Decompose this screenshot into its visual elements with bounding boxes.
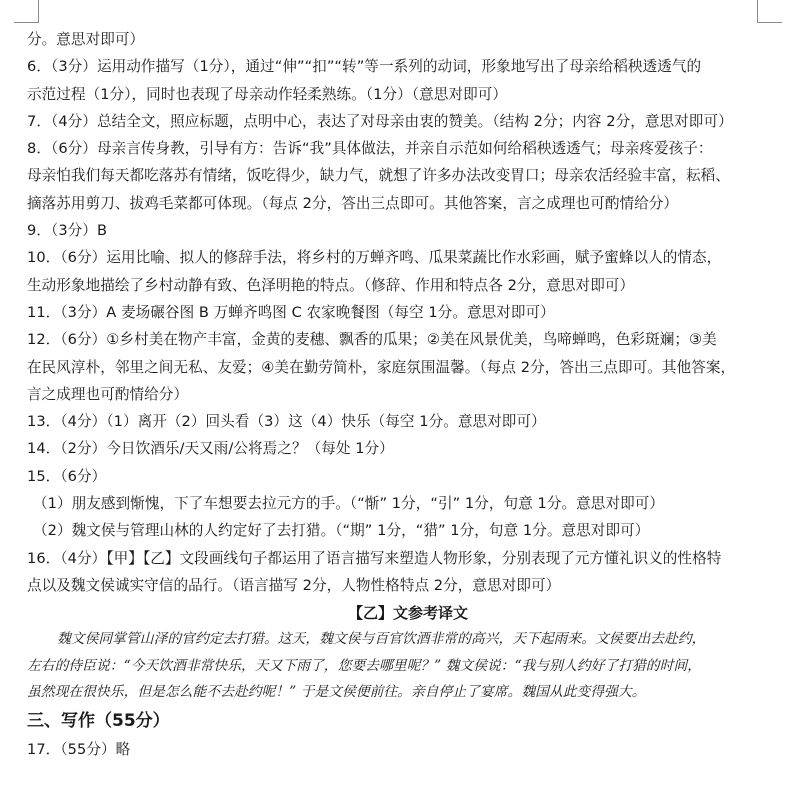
answer-line: 16．（4分）【甲】【乙】文段画线句子都运用了语言描写来塑造人物形象，分别表现了元方懂礼识义的性格特 — [27, 549, 722, 567]
answer-line: 12．（6分）①乡村美在物产丰富，金黄的麦穗、飘香的瓜果；②美在风景优美，鸟啼蝉鸣，色彩斑斓；③美 — [27, 331, 717, 349]
answer-line: 11．（3分）A 麦场碾谷图 B 万蝉齐鸣图 C 农家晚餐图（每空 1分。意思对即可） — [27, 303, 555, 321]
answer-document — [27, 26, 789, 763]
answer-line: 14．（2分）今日饮酒乐/天又雨/公将焉之？（每处 1分） — [27, 440, 394, 458]
answer-line: 分。意思对即可） — [27, 31, 145, 48]
answer-line: 10．（6分）运用比喻、拟人的修辞手法，将乡村的万蝉齐鸣、瓜果菜蔬比作水彩画，赋予蜜蜂以人的情态， — [27, 249, 722, 267]
answer-line: 言之成理也可酌情给分） — [27, 385, 189, 403]
answer-line: （1）朋友感到惭愧，下了车想要去拉元方的手。（“惭” 1分，“引” 1分，句意 1分。意思对即可） — [33, 495, 665, 513]
answer-line: 摘落苏用剪刀、拔鸡毛菜都可体现。（每点 2分，答出三点即可。其他答案，言之成理也可酌情给分） — [27, 194, 679, 212]
crop-mark-right-vertical — [757, 0, 758, 22]
section-title: 三、写作（55分） — [27, 710, 170, 731]
translation-line: 左右的侍臣说：“今天饮酒非常快乐，天又下雨了，您要去哪里呢？” 魏文侯说：“我与别人约好了打猎的时间， — [27, 657, 701, 674]
answer-line: 17．（55分）略 — [27, 740, 131, 758]
answer-line: 15．（6分） — [27, 467, 107, 485]
answer-line: 9．（3分）B — [27, 222, 108, 240]
crop-mark-left-horizontal — [14, 22, 39, 23]
crop-mark-right-horizontal — [757, 22, 782, 23]
translation-line: 虽然现在很快乐，但是怎么能不去赴约呢！” 于是文侯便前往。亲自停止了宴席。魏国从此变得强大。 — [27, 684, 646, 701]
answer-line: 示范过程（1分），同时也表现了母亲动作轻柔熟练。（1分）（意思对即可） — [27, 85, 508, 103]
answer-line: 13．（4分）（1）离开（2）回头看（3）这（4）快乐（每空 1分。意思对即可） — [27, 413, 546, 431]
crop-mark-left-vertical — [38, 0, 39, 22]
translation-heading: 【乙】文参考译文 — [347, 604, 468, 623]
answer-line: 在民风淳朴，邻里之间无私、友爱；④美在勤劳简朴，家庭氛围温馨。（每点 2分，答出三点即可。其他答案， — [27, 358, 736, 376]
answer-line: 生动形象地描绘了乡村动静有致、色泽明艳的特点。（修辞、作用和特点各 2分，意思对即可） — [27, 276, 635, 294]
answer-line: 6．（3分）运用动作描写（1分），通过“伸”“扣”“转”等一系列的动词，形象地写出了母亲给稻秧透透气的 — [27, 58, 702, 76]
answer-line: 8．（6分）母亲言传身教，引导有方：告诉“我”具体做法，并亲自示范如何给稻秧透透气；母亲疼爱孩子： — [27, 140, 713, 158]
answer-line: 母亲怕我们每天都吃落苏有情绪，饭吃得少，缺力气，就想了许多办法改变胃口；母亲农活经验丰富，耘稻、 — [27, 167, 730, 185]
translation-line: 魏文侯同掌管山泽的官约定去打猎。这天，魏文侯与百官饮酒非常的高兴，天下起雨来。文侯要出去赴约， — [57, 631, 706, 648]
answer-line: （2）魏文侯与管理山林的人约定好了去打猎。（“期” 1分，“猎” 1分，句意 1分。意思对即可） — [33, 522, 650, 540]
answer-line: 点以及魏文侯诚实守信的品行。（语言描写 2分，人物性格特点 2分，意思对即可） — [27, 576, 561, 594]
answer-line: 7．（4分）总结全文，照应标题，点明中心，表达了对母亲由衷的赞美。（结构 2分；内容 2分，意思对即可） — [27, 112, 733, 130]
